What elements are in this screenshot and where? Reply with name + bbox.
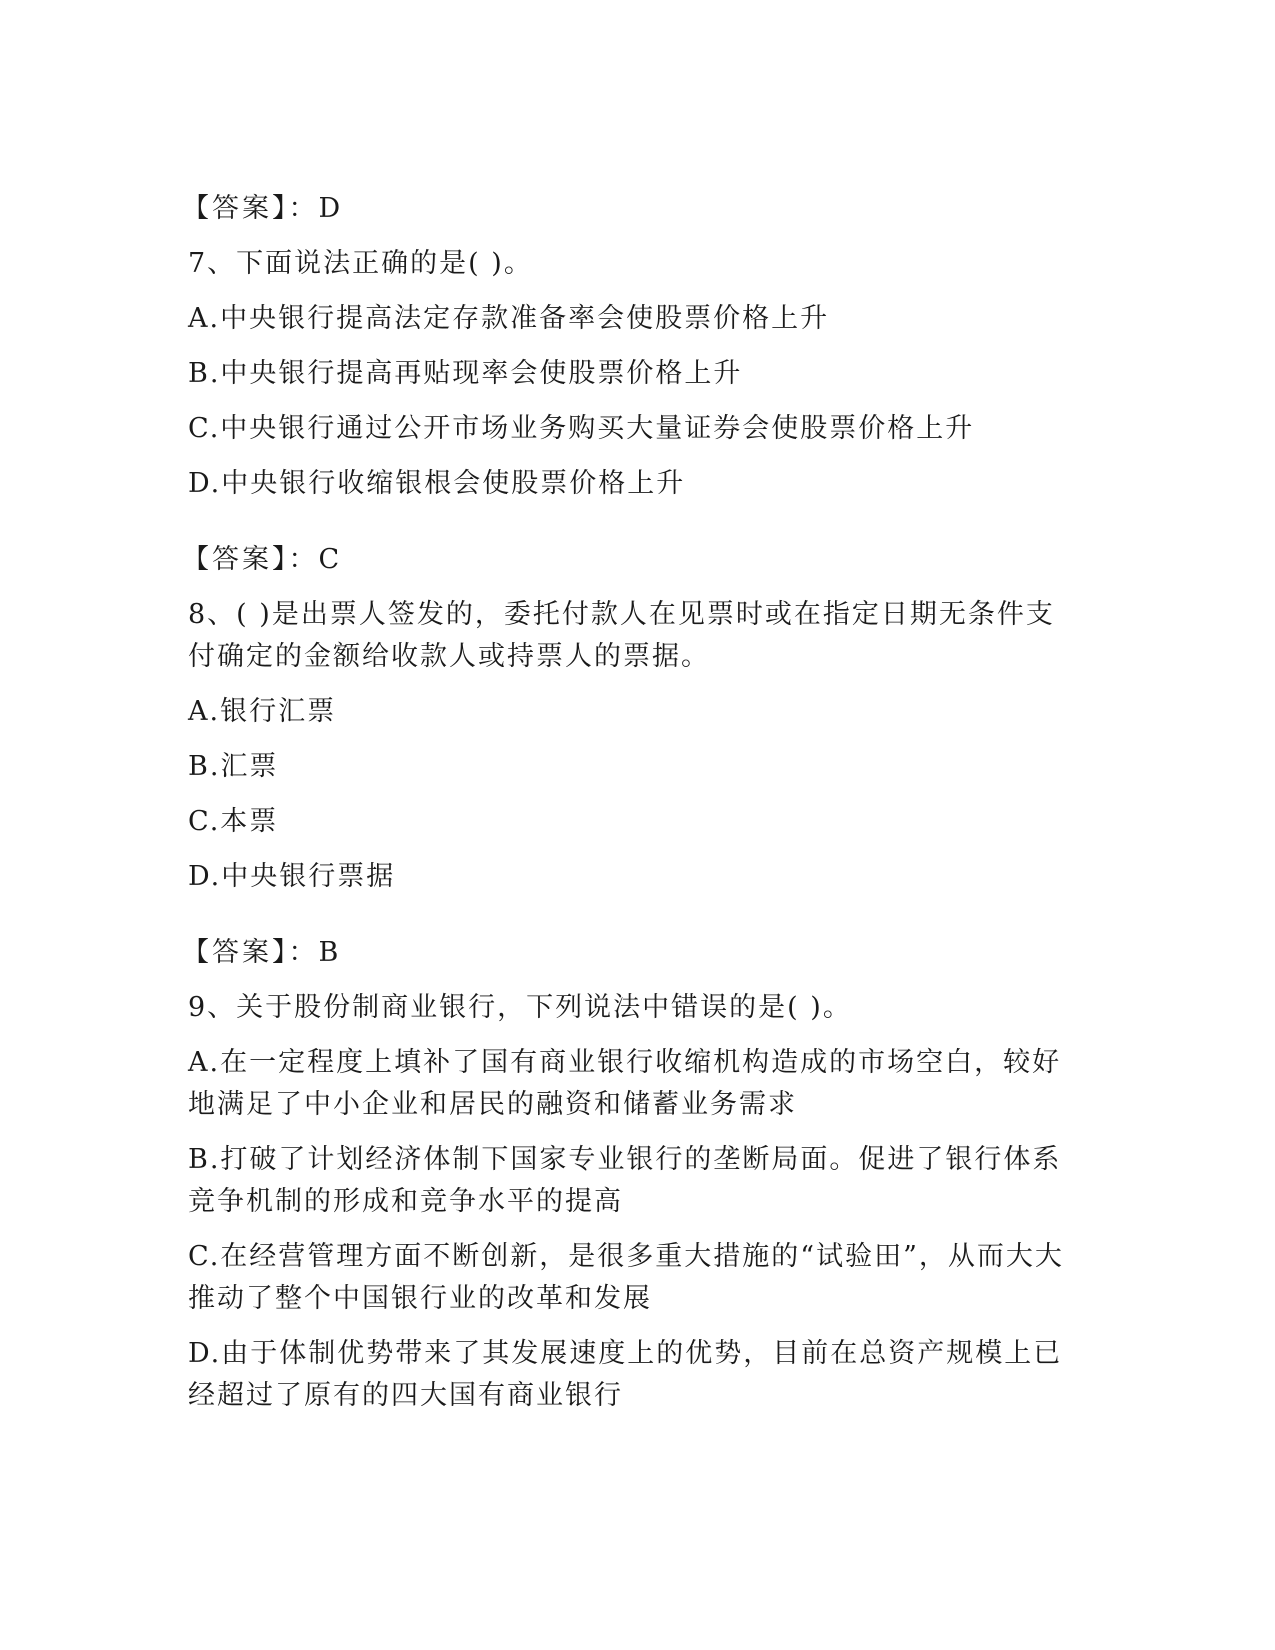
- option-d: D.中央银行票据: [188, 861, 396, 892]
- option-b: B.打破了计划经济体制下国家专业银行的垄断局面。促进了银行体系竞争机制的形成和竞争水平的提高: [188, 1144, 1062, 1217]
- question-stem: 9、关于股份制商业银行，下列说法中错误的是( )。: [188, 992, 852, 1023]
- answer-line: [182, 932, 1068, 974]
- option-d: D.由于体制优势带来了其发展速度上的优势，目前在总资产规模上已经超过了原有的四大国有商业银行: [188, 1338, 1063, 1411]
- option-c: C.在经营管理方面不断创新，是很多重大措施的“试验田”，从而大大推动了整个中国银行业的改革和发展: [188, 1241, 1064, 1314]
- answer-text: 【答案】：C: [182, 544, 343, 575]
- option-a: A.中央银行提高法定存款准备率会使股票价格上升: [188, 303, 830, 334]
- answer-text: 【答案】：D: [182, 193, 344, 224]
- document-page: [182, 188, 1068, 1430]
- question-8: [188, 594, 1068, 898]
- option-a: A.在一定程度上填补了国有商业银行收缩机构造成的市场空白，较好地满足了中小企业和居民的融资和储蓄业务需求: [188, 1047, 1062, 1120]
- answer-text: 【答案】：B: [182, 937, 342, 968]
- option-d: D.中央银行收缩银根会使股票价格上升: [188, 468, 686, 499]
- question-stem: 8、( )是出票人签发的，委托付款人在见票时或在指定日期无条件支付确定的金额给收款人或持票人的票据。: [188, 599, 1055, 672]
- option-c: C.本票: [188, 806, 279, 837]
- answer-line: [182, 539, 1068, 581]
- option-b: B.中央银行提高再贴现率会使股票价格上升: [188, 358, 743, 389]
- option-c: C.中央银行通过公开市场业务购买大量证券会使股票价格上升: [188, 413, 975, 444]
- question-stem: 7、下面说法正确的是( )。: [188, 248, 533, 279]
- option-a: A.银行汇票: [188, 696, 337, 727]
- question-9: [188, 987, 1068, 1417]
- question-7: [188, 243, 1068, 505]
- option-b: B.汇票: [188, 751, 279, 782]
- answer-line: [182, 188, 1068, 230]
